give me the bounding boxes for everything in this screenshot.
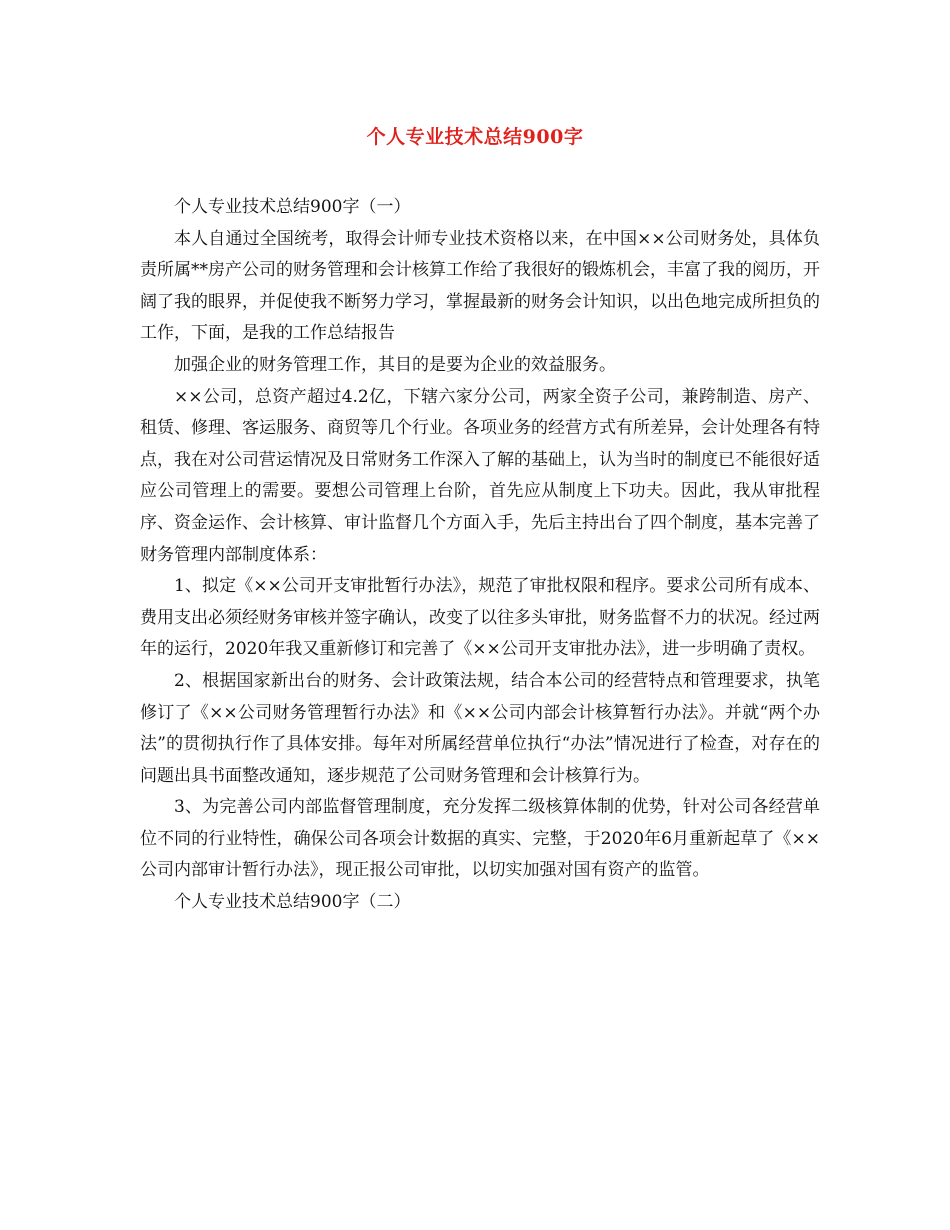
- paragraph: 本人自通过全国统考，取得会计师专业技术资格以来，在中国××公司财务处，具体负责所属**房产公司的财务管理和会计核算工作给了我很好的锻炼机会，丰富了我的阅历，开阔了我的眼界，并促使我不断努力学习，掌握最新的财务会计知识，以出色地完成所担负的工作，下面，是我的工作总结报告: [140, 228, 820, 344]
- paragraph: 加强企业的财务管理工作，其目的是要为企业的效益服务。: [174, 354, 616, 375]
- document-body: [140, 192, 820, 919]
- list-item-3: 3、为完善公司内部监督管理制度，充分发挥二级核算体制的优势，针对公司各经营单位不同的行业特性，确保公司各项会计数据的真实、完整，于2020年6月重新起草了《××公司内部审计暂行办法》，现正报公司审批，以切实加强对国有资产的监管。: [140, 797, 820, 881]
- document-title: 个人专业技术总结900字: [366, 126, 584, 148]
- list-item-2: 2、根据国家新出台的财务、会计政策法规，结合本公司的经营特点和管理要求，执笔修订了《××公司财务管理暂行办法》和《××公司内部会计核算暂行办法》。并就“两个办法”的贯彻执行作了具体安排。每年对所属经营单位执行“办法”情况进行了检查，对存在的问题出具书面整改通知，逐步规范了公司财务管理和会计核算行为。: [140, 670, 820, 786]
- list-item-1: 1、拟定《××公司开支审批暂行办法》，规范了审批权限和程序。要求公司所有成本、费用支出必须经财务审核并签字确认，改变了以往多头审批，财务监督不力的状况。经过两年的运行，2020年我又重新修订和完善了《××公司开支审批办法》，进一步明确了责权。: [140, 576, 820, 660]
- paragraph: ××公司，总资产超过4.2亿，下辖六家分公司，两家全资子公司，兼跨制造、房产、租赁、修理、客运服务、商贸等几个行业。各项业务的经营方式有所差异，会计处理各有特点，我在对公司营运情况及日常财务工作深入了解的基础上，认为当时的制度已不能很好适应公司管理上的需要。要想公司管理上台阶，首先应从制度上下功夫。因此，我从审批程序、资金运作、会计核算、审计监督几个方面入手，先后主持出台了四个制度，基本完善了财务管理内部制度体系：: [140, 386, 820, 565]
- section-heading-2: 个人专业技术总结900字（二）: [174, 892, 411, 913]
- section-heading-1: 个人专业技术总结900字（一）: [174, 197, 411, 217]
